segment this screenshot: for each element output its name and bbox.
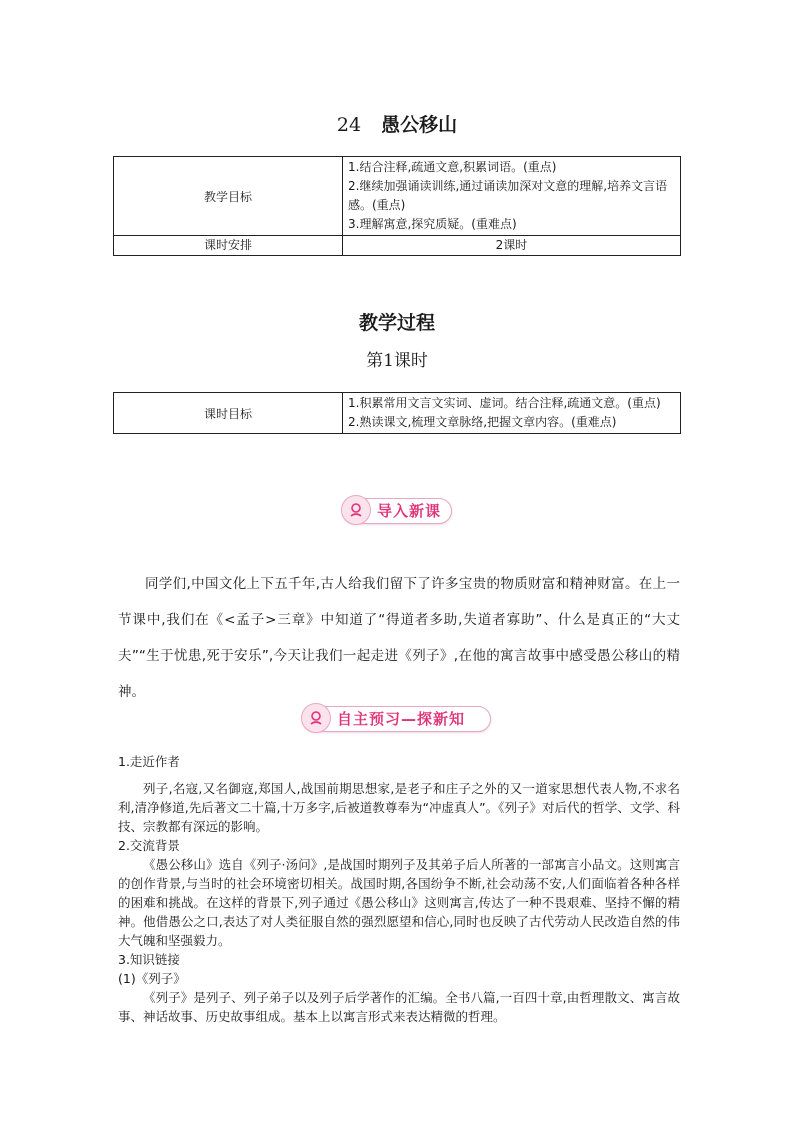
- period-objectives-label: 课时目标: [114, 393, 343, 434]
- period-objectives-content: [343, 393, 681, 434]
- objective-item: 2.继续加强诵读训练,通过诵读加深对文意的理解,培养文言语感。(重点): [348, 179, 668, 212]
- objective-item: 3.理解寓意,探究质疑。(重难点): [348, 217, 517, 231]
- lesson-name: 愚公移山: [381, 114, 458, 136]
- objective-item: 1.积累常用文言文实词、虚词。结合注释,疏通文意。(重点): [348, 396, 661, 410]
- heading-author: 1.走近作者: [118, 754, 180, 769]
- background-paragraph: 《愚公移山》选自《列子·汤问》,是战国时期列子及其弟子后人所著的一部寓言小品文。这则寓言的创作背景,与当时的社会环境密切相关。战国时期,各国纷争不断,社会动荡不安,人们面临着各种各样的困难和挑战。在这样的背景下,列子通过《愚公移山》这则寓言,传达了一种不畏艰难、坚持不懈的精神。他借愚公之口,表达了对人类征服自然的强烈愿望和信心,同时也反映了古代劳动人民改造自然的伟大气魄和坚强毅力。: [118, 857, 680, 948]
- objective-item: 1.结合注释,疏通文意,积累词语。(重点): [348, 160, 557, 174]
- preview-banner-text: 自主预习—探新知: [337, 710, 466, 728]
- schedule-value: 2课时: [343, 236, 681, 256]
- process-title: 教学过程: [358, 312, 435, 334]
- objectives-label: 教学目标: [114, 157, 343, 236]
- objectives-table: [113, 156, 681, 256]
- heading-knowledge: 3.知识链接: [118, 952, 180, 967]
- heading-background: 2.交流背景: [118, 838, 180, 853]
- intro-paragraph: 同学们,中国文化上下五千年,古人给我们留下了许多宝贵的物质财富和精神财富。在上一节课中,我们在《<孟子>三章》中知道了“得道者多助,失道者寡助”、什么是真正的“大丈夫”“生于忧患,死于安乐”,今天让我们一起走进《列子》,在他的寓言故事中感受愚公移山的精神。: [118, 576, 680, 700]
- table-row: [114, 393, 681, 434]
- period-title: 第1课时: [366, 351, 428, 371]
- schedule-label: 课时安排: [114, 236, 343, 256]
- badge-icon: [341, 495, 371, 525]
- lesson-title: [0, 110, 794, 137]
- intro-banner: [342, 498, 452, 524]
- author-paragraph: 列子,名寇,又名御寇,郑国人,战国前期思想家,是老子和庄子之外的又一道家思想代表人物,不求名利,清净修道,先后著文二十篇,十万多字,后被道教尊奉为“冲虚真人”。《列子》对后代的哲学、文学、科技、宗教都有深远的影响。: [118, 781, 680, 834]
- objective-item: 2.熟读课文,梳理文章脉络,把握文章内容。(重难点): [348, 415, 617, 429]
- intro-text-block: [118, 566, 680, 710]
- table-row: [114, 157, 681, 236]
- period-objectives-table: [113, 392, 681, 434]
- preview-content: [118, 752, 680, 1026]
- subheading-liezi: (1)《列子》: [118, 971, 186, 986]
- intro-banner-text: 导入新课: [377, 502, 442, 520]
- liezi-paragraph: 《列子》是列子、列子弟子以及列子后学著作的汇编。全书八篇,一百四十章,由哲理散文、寓言故事、神话故事、历史故事组成。基本上以寓言形式来表达精微的哲理。: [118, 990, 680, 1024]
- preview-banner: [302, 706, 491, 732]
- objectives-content: [343, 157, 681, 236]
- table-row: [114, 236, 681, 256]
- badge-icon: [301, 703, 331, 733]
- lesson-number: 24: [336, 114, 362, 136]
